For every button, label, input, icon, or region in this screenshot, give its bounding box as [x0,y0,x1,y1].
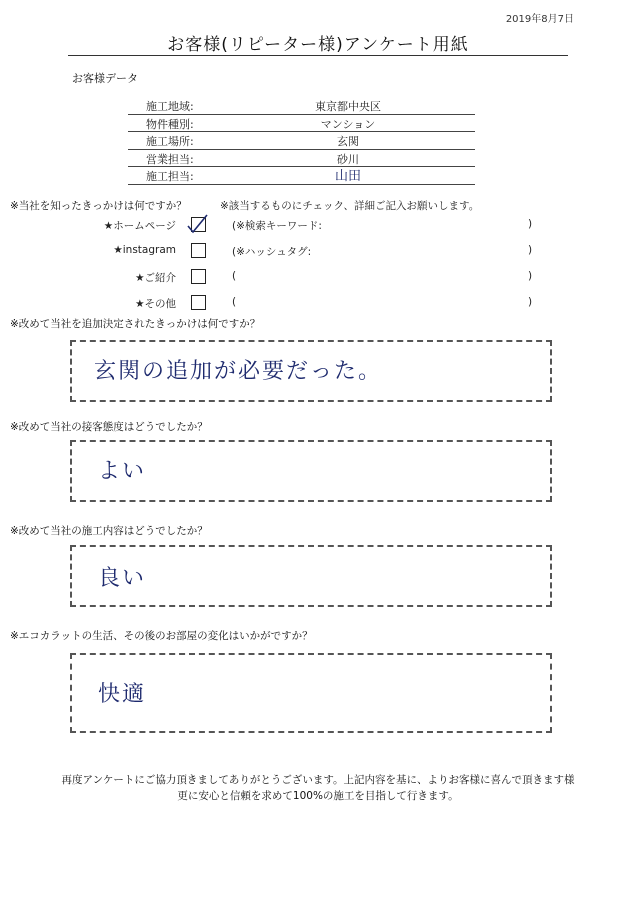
row-value: マンション [320,117,376,131]
row-label: 物件種別: [146,117,194,131]
option-checkbox[interactable] [191,243,206,258]
answer-box-attitude[interactable] [70,440,552,502]
answer-box-room-change[interactable] [70,653,552,733]
title-underline [68,55,568,56]
answer-reason-handwritten: 玄関の追加が必要だった。 [94,359,383,384]
option-close-paren: ) [528,270,533,282]
option-close-paren: ) [528,296,533,308]
row-value: 東京都中央区 [315,100,381,113]
survey-date: 2019年8月7日 [505,14,574,25]
option-checkbox[interactable] [191,295,206,310]
customer-row-area [128,97,475,115]
option-homepage [0,216,636,236]
customer-data-table [128,97,475,185]
option-checkbox[interactable] [191,269,206,284]
thanks-line-1: 再度アンケートにご協力頂きましてありがとうございます。上記内容を基に、よりお客様に喜んで頂きます様 [61,774,575,786]
answer-room-change-handwritten: 快適 [98,682,147,707]
customer-row-property-type [128,115,475,133]
answer-quality-handwritten: 良い [98,566,147,591]
option-detail-field: ( [232,270,237,282]
row-value: 砂川 [337,152,359,166]
option-instagram [0,242,636,262]
option-other [0,294,636,314]
option-label: ★instagram [113,244,176,256]
row-label: 施工地域: [146,100,194,113]
question-reason-additional: ※改めて当社を追加決定されたきっかけは何ですか？ [10,318,261,330]
thanks-line-2: 更に安心と信頼を求めて100%の施工を目指して行きます。 [177,790,459,802]
customer-row-location [128,132,475,150]
customer-row-installer [128,167,475,185]
option-detail-field: (※ハッシュタグ: [232,246,312,258]
option-label: ★その他 [135,298,176,310]
answer-attitude-handwritten: よい [98,459,147,484]
row-value: 玄関 [337,135,359,148]
option-detail-field: (※検索キーワード: [232,220,322,232]
answer-box-reason[interactable] [70,340,552,402]
question-service-attitude: ※改めて当社の接客態度はどうでしたか？ [10,421,208,433]
option-close-paren: ) [528,244,533,256]
row-label: 施工担当: [146,170,194,183]
check-mark-icon [184,213,210,235]
question-work-quality: ※改めて当社の施工内容はどうでしたか？ [10,525,208,537]
option-referral [0,268,636,288]
customer-data-label: お客様データ [72,72,138,85]
question-room-change: ※エコカラットの生活、その後のお部屋の変化はいかがですか？ [10,630,313,642]
answer-box-work-quality[interactable] [70,545,552,607]
option-label: ★ホームページ [103,220,176,232]
option-detail-field: ( [232,296,237,308]
check-instruction-note: ※該当するものにチェック、詳細ご記入お願いします。 [220,200,480,212]
row-label: 営業担当: [146,152,194,166]
option-close-paren: ) [528,218,533,230]
page-title: お客様(リピーター様)アンケート用紙 [167,35,469,55]
row-value-handwritten: 山田 [334,169,361,184]
row-label: 施工場所: [146,135,194,148]
option-label: ★ご紹介 [135,272,176,284]
question-how-found: ※当社を知ったきっかけは何ですか？ [10,200,187,212]
